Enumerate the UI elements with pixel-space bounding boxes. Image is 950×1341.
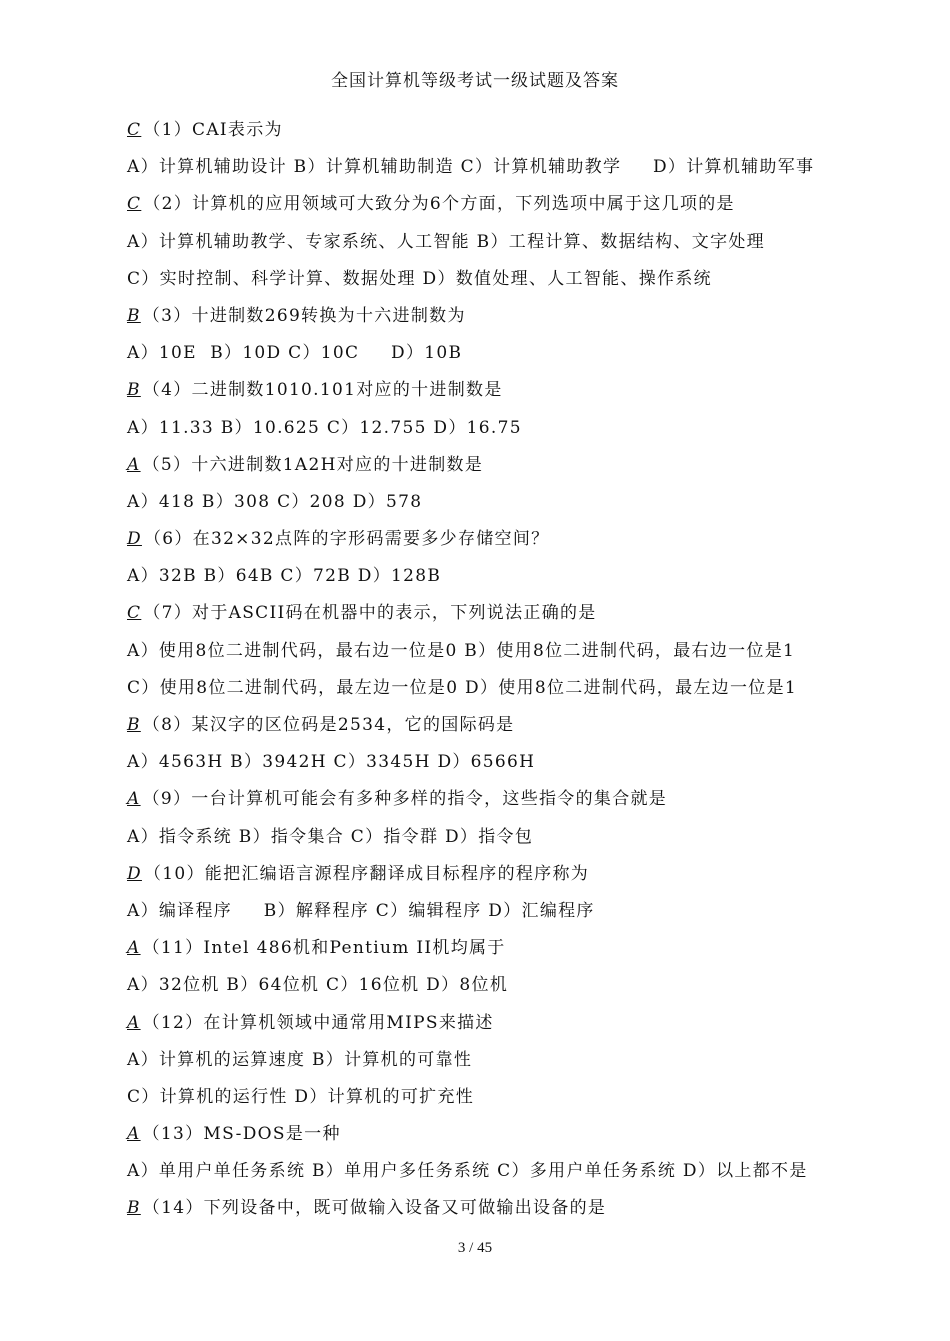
- question-line: [127, 372, 847, 409]
- options-text: C）使用8位二进制代码，最左边一位是0 D）使用8位二进制代码，最左边一位是1: [127, 677, 798, 698]
- answer-letter: A: [127, 789, 141, 810]
- answer-letter: C: [127, 603, 142, 624]
- options-line: [127, 1042, 847, 1079]
- options-line: [127, 670, 847, 707]
- answer-letter: C: [127, 120, 142, 140]
- question-text: （6）在32×32点阵的字形码需要多少存储空间？: [143, 529, 550, 550]
- options-text: C）计算机的运行性 D）计算机的可扩充性: [127, 1086, 475, 1107]
- question-line: [127, 595, 847, 632]
- options-line: [127, 1079, 847, 1116]
- options-line: [127, 410, 847, 447]
- question-text: （1）CAI表示为: [143, 120, 283, 140]
- answer-letter: A: [127, 1012, 141, 1033]
- question-text: （9）一台计算机可能会有多种多样的指令，这些指令的集合就是: [142, 789, 668, 810]
- question-text: （5）十六进制数1A2H对应的十进制数是: [142, 454, 484, 475]
- question-line: [127, 781, 847, 818]
- options-line: [127, 558, 847, 595]
- options-line: [127, 633, 847, 670]
- question-line: [127, 1190, 847, 1227]
- question-text: （8）某汉字的区位码是2534，它的国际码是: [142, 715, 515, 735]
- question-text: （3）十进制数269转换为十六进制数为: [142, 305, 466, 326]
- question-line: [127, 1005, 847, 1042]
- question-text: （13）MS-DOS是一种: [142, 1124, 341, 1145]
- options-text: A）11.33 B）10.625 C）12.755 D）16.75: [127, 417, 522, 438]
- question-line: [127, 112, 847, 149]
- options-text: A）使用8位二进制代码，最右边一位是0 B）使用8位二进制代码，最右边一位是1: [127, 640, 796, 661]
- question-text: （12）在计算机领域中通常用MIPS来描述: [142, 1012, 494, 1033]
- question-line: [127, 298, 847, 335]
- options-text: A）32位机 B）64位机 C）16位机 D）8位机: [127, 975, 509, 996]
- question-line: [127, 856, 847, 893]
- question-text: （11）Intel 486机和Pentium II机均属于: [142, 938, 506, 959]
- question-line: [127, 447, 847, 484]
- answer-letter: D: [127, 529, 142, 550]
- answer-letter: A: [127, 1124, 141, 1145]
- options-line: [127, 484, 847, 521]
- question-text: （4）二进制数1010.101对应的十进制数是: [142, 380, 503, 401]
- options-text: A）计算机辅助设计 B）计算机辅助制造 C）计算机辅助教学 D）计算机辅助军事: [127, 157, 815, 178]
- options-text: A）编译程序 B）解释程序 C）编辑程序 D）汇编程序: [127, 900, 595, 921]
- options-text: A）418 B）308 C）208 D）578: [127, 491, 423, 512]
- answer-letter: B: [127, 715, 141, 735]
- options-line: [127, 744, 847, 781]
- answer-letter: A: [127, 938, 141, 959]
- options-text: A）指令系统 B）指令集合 C）指令群 D）指令包: [127, 826, 534, 847]
- answer-letter: B: [127, 1198, 141, 1219]
- options-line: [127, 224, 847, 261]
- question-line: [127, 521, 847, 558]
- options-text: A）计算机的运算速度 B）计算机的可靠性: [127, 1049, 473, 1070]
- question-text: （7）对于ASCII码在机器中的表示，下列说法正确的是: [143, 603, 597, 624]
- answer-letter: D: [127, 863, 142, 884]
- options-line: [127, 1153, 847, 1190]
- question-text: （10）能把汇编语言源程序翻译成目标程序的程序称为: [143, 863, 590, 884]
- options-text: C）实时控制、科学计算、数据处理 D）数值处理、人工智能、操作系统: [127, 268, 712, 289]
- options-line: [127, 149, 847, 186]
- options-line: [127, 967, 847, 1004]
- answer-letter: B: [127, 380, 141, 401]
- options-text: A）计算机辅助教学、专家系统、人工智能 B）工程计算、数据结构、文字处理: [127, 231, 765, 252]
- options-text: A）单用户单任务系统 B）单用户多任务系统 C）多用户单任务系统 D）以上都不是: [127, 1161, 808, 1182]
- question-line: [127, 1116, 847, 1153]
- answer-letter: B: [127, 305, 141, 326]
- question-text: （14）下列设备中，既可做输入设备又可做输出设备的是: [142, 1198, 607, 1219]
- options-text: A）4563H B）3942H C）3345H D）6566H: [127, 752, 536, 773]
- answer-letter: A: [127, 454, 141, 475]
- question-list: [127, 112, 847, 1228]
- options-text: A）32B B）64B C）72B D）128B: [127, 566, 442, 587]
- question-line: [127, 186, 847, 223]
- question-text: （2）计算机的应用领域可大致分为6个方面，下列选项中属于这几项的是: [143, 194, 735, 215]
- options-text: A）10E B）10D C）10C D）10B: [127, 343, 463, 364]
- options-line: [127, 335, 847, 372]
- question-line: [127, 930, 847, 967]
- question-line: [127, 707, 847, 744]
- answer-letter: C: [127, 194, 142, 215]
- options-line: [127, 261, 847, 298]
- options-line: [127, 893, 847, 930]
- document-title: 全国计算机等级考试一级试题及答案: [331, 71, 619, 91]
- options-line: [127, 819, 847, 856]
- page-number: 3 / 45: [457, 1240, 493, 1256]
